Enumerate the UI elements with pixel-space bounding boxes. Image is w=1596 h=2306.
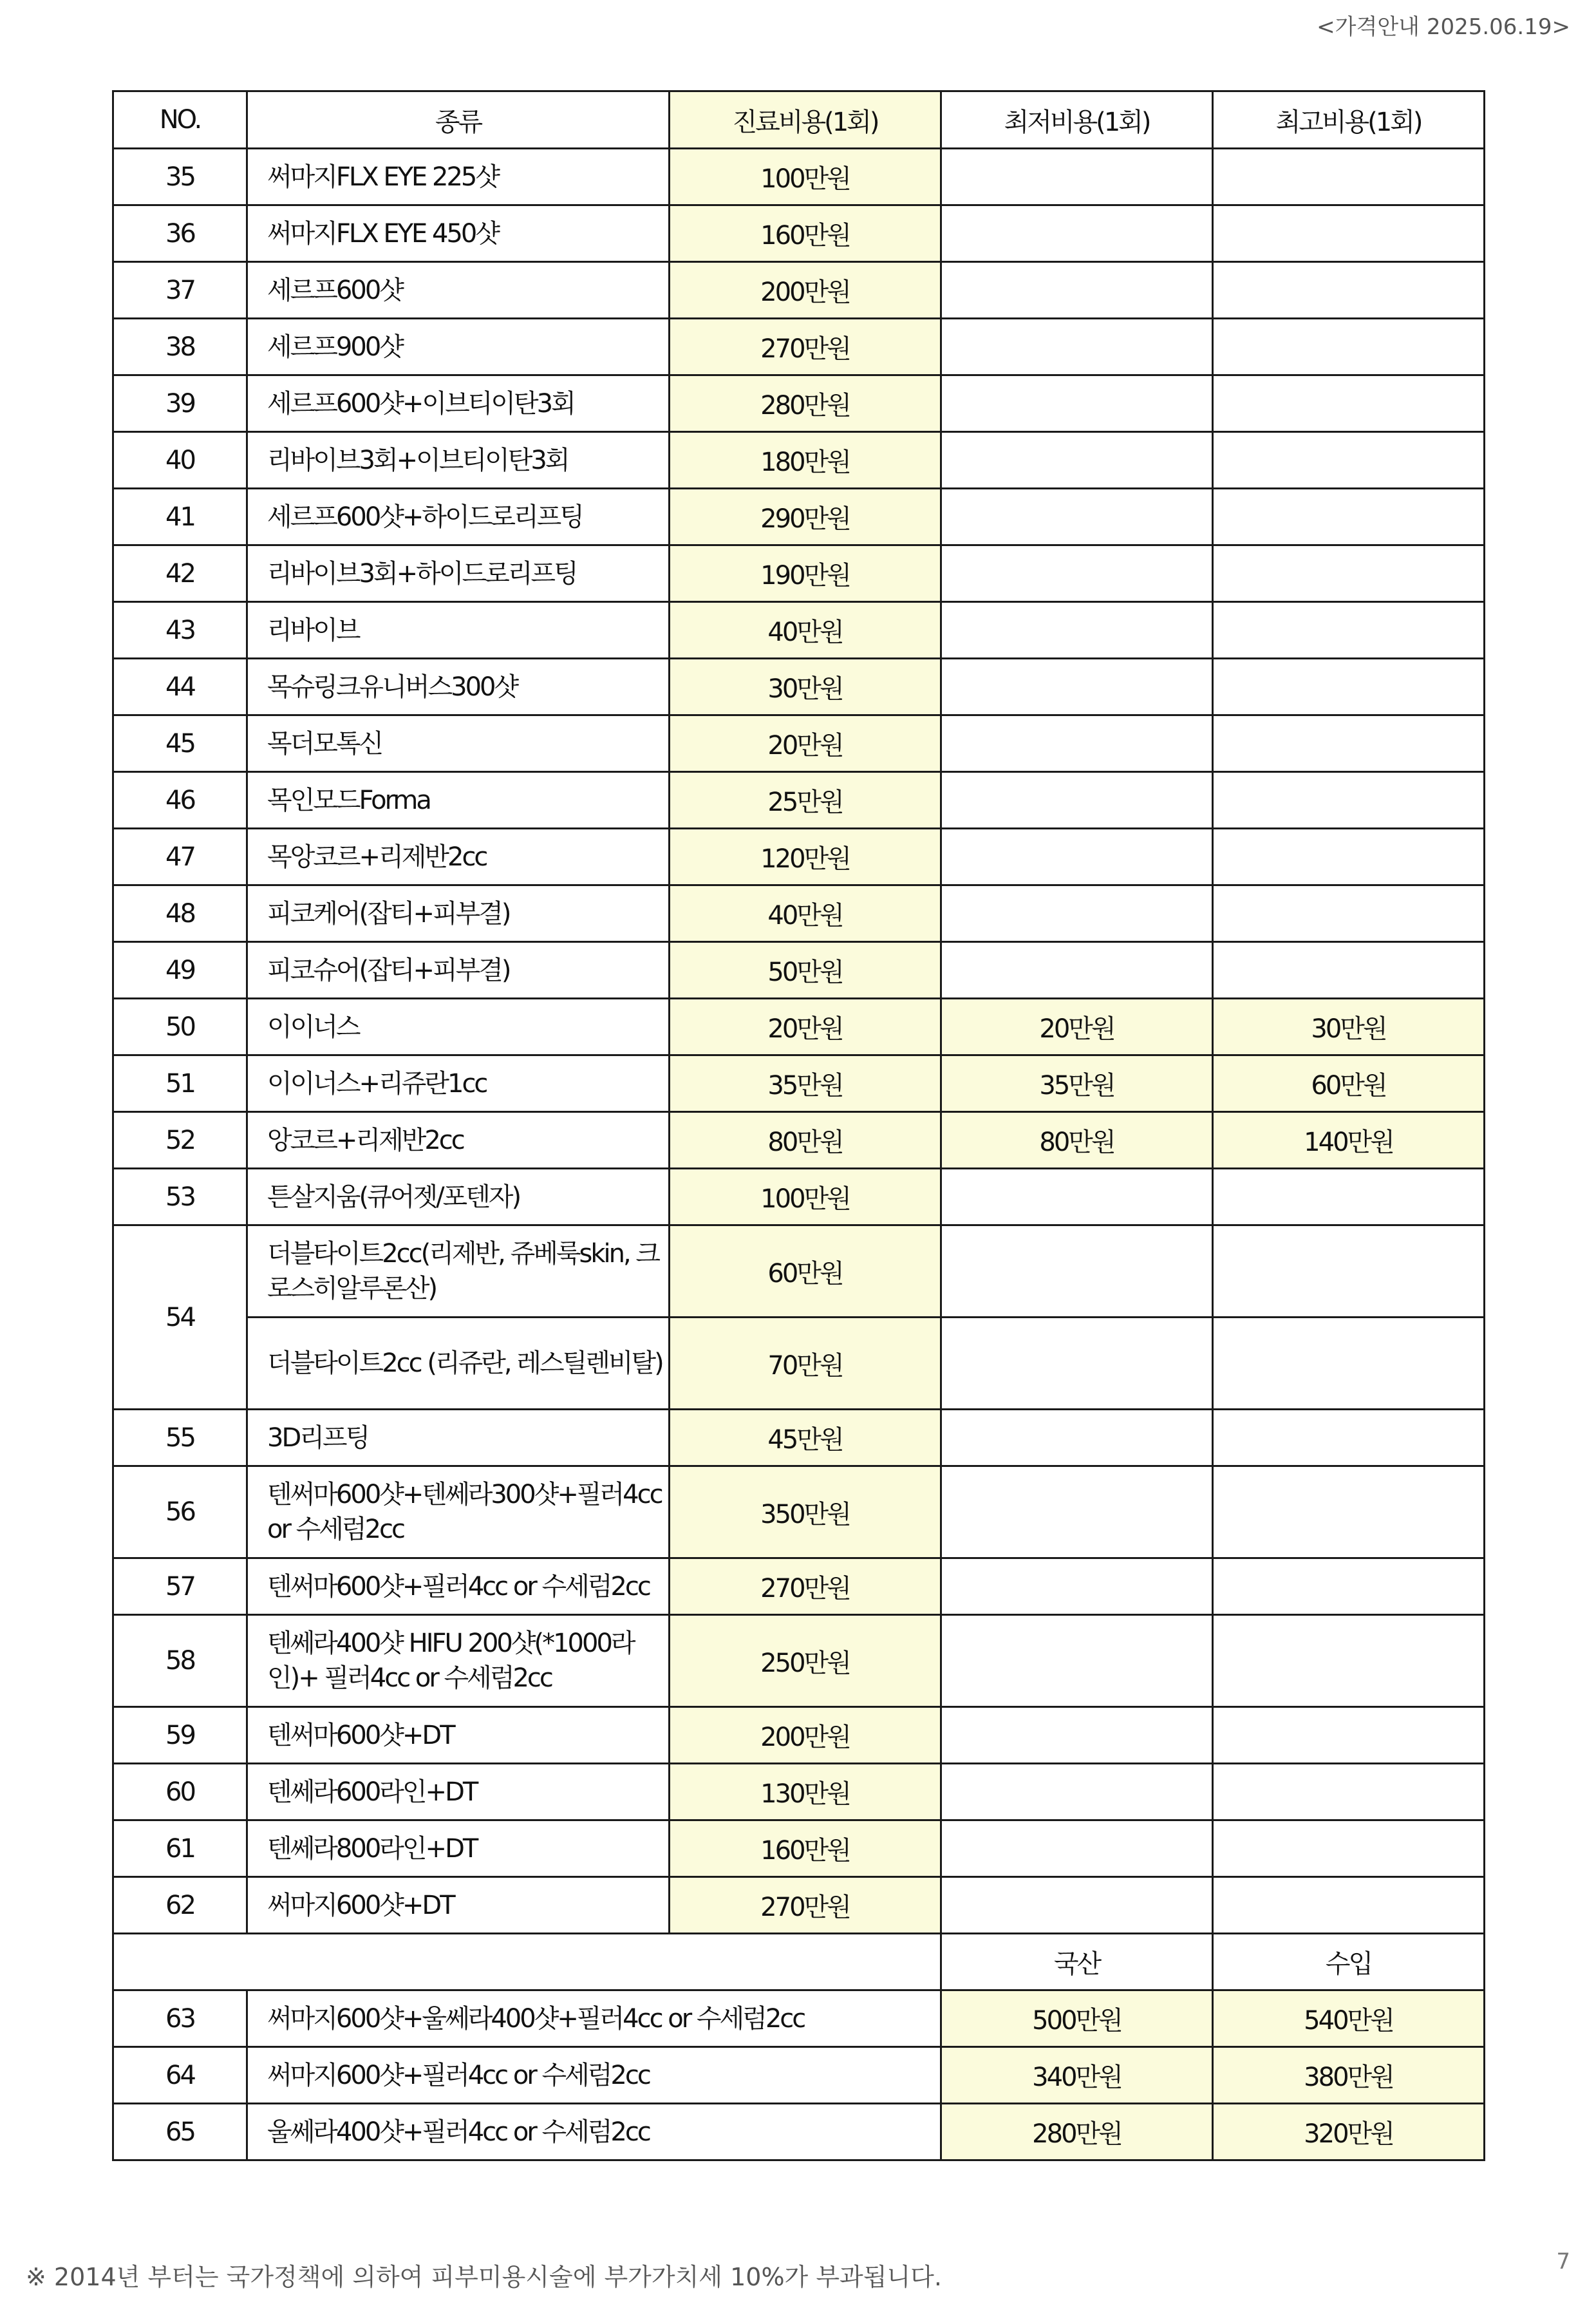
max-cost [1213,885,1485,942]
treatment-cost: 160만원 [670,1820,941,1877]
max-cost [1213,715,1485,772]
treatment-name: 이이너스+리쥬란1cc [247,1055,670,1112]
table-row [113,999,1485,1055]
min-cost [941,149,1213,205]
min-cost [941,489,1213,545]
table-row [113,262,1485,319]
col-header-min-cost: 최저비용(1회) [941,91,1213,149]
table-row [113,829,1485,885]
max-cost [1213,319,1485,375]
treatment-name: 목슈링크유니버스300샷 [247,659,670,715]
treatment-name: 텐써마600샷+텐쎄라300샷+필러4cc or 수세럼2cc [247,1466,670,1558]
treatment-name: 써마지600샷+필러4cc or 수세럼2cc [247,2047,941,2104]
subheader-domestic: 국산 [941,1934,1213,1990]
max-cost [1213,829,1485,885]
treatment-cost: 45만원 [670,1410,941,1466]
treatment-name: 텐써마600샷+필러4cc or 수세럼2cc [247,1558,670,1615]
max-cost: 30만원 [1213,999,1485,1055]
row-number: 65 [113,2104,247,2160]
treatment-cost: 70만원 [670,1318,941,1410]
table-row [113,885,1485,942]
min-cost [941,1466,1213,1558]
row-number: 42 [113,545,247,602]
treatment-name: 세르프600샷+하이드로리프팅 [247,489,670,545]
subheader-imported: 수입 [1213,1934,1485,1990]
max-cost [1213,772,1485,829]
row-number: 64 [113,2047,247,2104]
row-number: 47 [113,829,247,885]
min-cost [941,885,1213,942]
min-cost: 80만원 [941,1112,1213,1169]
treatment-name: 앙코르+리제반2cc [247,1112,670,1169]
treatment-name: 텐쎄라600라인+DT [247,1764,670,1820]
treatment-cost: 20만원 [670,715,941,772]
domestic-cost: 280만원 [941,2104,1213,2160]
origin-subheader-row [113,1934,1485,1990]
row-number: 35 [113,149,247,205]
table-row [113,1410,1485,1466]
domestic-cost: 340만원 [941,2047,1213,2104]
table-row [113,602,1485,659]
col-header-type: 종류 [247,91,670,149]
table-row [113,432,1485,489]
max-cost [1213,149,1485,205]
treatment-name: 텐써마600샷+DT [247,1707,670,1764]
max-cost [1213,602,1485,659]
row-number: 57 [113,1558,247,1615]
table-row [113,1558,1485,1615]
min-cost: 35만원 [941,1055,1213,1112]
min-cost [941,942,1213,999]
max-cost [1213,1318,1485,1410]
treatment-cost: 50만원 [670,942,941,999]
table-row [113,1112,1485,1169]
treatment-name: 텐쎄라400샷 HIFU 200샷(*1000라인)+ 필러4cc or 수세럼2cc [247,1615,670,1707]
row-number: 51 [113,1055,247,1112]
treatment-cost: 100만원 [670,149,941,205]
table-row [113,1990,1485,2047]
max-cost [1213,1707,1485,1764]
min-cost [941,1410,1213,1466]
treatment-cost: 160만원 [670,205,941,262]
price-table [112,90,1485,2161]
treatment-name: 이이너스 [247,999,670,1055]
max-cost [1213,375,1485,432]
max-cost [1213,659,1485,715]
row-number: 59 [113,1707,247,1764]
table-row [113,1318,1485,1410]
max-cost [1213,1169,1485,1225]
min-cost [941,1558,1213,1615]
min-cost [941,1877,1213,1934]
min-cost [941,772,1213,829]
row-number: 44 [113,659,247,715]
min-cost [941,1169,1213,1225]
table-row [113,942,1485,999]
table-row [113,1225,1485,1318]
row-number: 43 [113,602,247,659]
table-row [113,659,1485,715]
table-row [113,715,1485,772]
treatment-name: 써마지FLX EYE 225샷 [247,149,670,205]
row-number: 50 [113,999,247,1055]
row-number: 48 [113,885,247,942]
row-number: 38 [113,319,247,375]
treatment-cost: 80만원 [670,1112,941,1169]
treatment-cost: 30만원 [670,659,941,715]
table-row [113,2104,1485,2160]
treatment-cost: 290만원 [670,489,941,545]
treatment-cost: 40만원 [670,602,941,659]
max-cost [1213,205,1485,262]
table-row [113,1764,1485,1820]
max-cost [1213,1225,1485,1318]
treatment-cost: 35만원 [670,1055,941,1112]
min-cost [941,545,1213,602]
treatment-cost: 190만원 [670,545,941,602]
min-cost [941,319,1213,375]
table-row [113,1055,1485,1112]
treatment-cost: 350만원 [670,1466,941,1558]
table-row [113,489,1485,545]
imported-cost: 380만원 [1213,2047,1485,2104]
treatment-cost: 280만원 [670,375,941,432]
treatment-name: 3D리프팅 [247,1410,670,1466]
max-cost [1213,1615,1485,1707]
row-number: 58 [113,1615,247,1707]
row-number: 55 [113,1410,247,1466]
table-body [113,149,1485,2160]
treatment-name: 리바이브3회+이브티이탄3회 [247,432,670,489]
treatment-name: 세르프600샷 [247,262,670,319]
treatment-name: 목인모드Forma [247,772,670,829]
treatment-cost: 180만원 [670,432,941,489]
row-number: 53 [113,1169,247,1225]
treatment-name: 피코케어(잡티+피부결) [247,885,670,942]
row-number: 63 [113,1990,247,2047]
min-cost [941,375,1213,432]
min-cost [941,1820,1213,1877]
max-cost [1213,545,1485,602]
table-row [113,1466,1485,1558]
treatment-cost: 270만원 [670,319,941,375]
row-number: 37 [113,262,247,319]
row-number: 52 [113,1112,247,1169]
max-cost [1213,1466,1485,1558]
treatment-name: 리바이브3회+하이드로리프팅 [247,545,670,602]
treatment-cost: 200만원 [670,1707,941,1764]
min-cost [941,1615,1213,1707]
row-number: 45 [113,715,247,772]
col-header-no: NO. [113,91,247,149]
col-header-max-cost: 최고비용(1회) [1213,91,1485,149]
vat-footnote: ※ 2014년 부터는 국가정책에 의하여 피부미용시술에 부가가치세 10%가 부과됩니다. [26,2263,942,2291]
table-row [113,375,1485,432]
min-cost [941,262,1213,319]
max-cost [1213,942,1485,999]
table-row [113,149,1485,205]
treatment-name: 더블타이트2cc (리쥬란, 레스틸렌비탈) [247,1318,670,1410]
treatment-name: 목앙코르+리제반2cc [247,829,670,885]
table-row [113,772,1485,829]
row-number: 36 [113,205,247,262]
treatment-name: 울쎄라400샷+필러4cc or 수세럼2cc [247,2104,941,2160]
treatment-cost: 270만원 [670,1558,941,1615]
max-cost [1213,1877,1485,1934]
row-number: 46 [113,772,247,829]
max-cost [1213,489,1485,545]
row-number: 56 [113,1466,247,1558]
treatment-cost: 20만원 [670,999,941,1055]
min-cost [941,1707,1213,1764]
domestic-cost: 500만원 [941,1990,1213,2047]
max-cost: 60만원 [1213,1055,1485,1112]
page-number: 7 [1556,2249,1570,2274]
treatment-name: 더블타이트2cc(리제반, 쥬베룩skin, 크로스히알루론산) [247,1225,670,1318]
row-number: 49 [113,942,247,999]
max-cost [1213,1764,1485,1820]
imported-cost: 320만원 [1213,2104,1485,2160]
treatment-cost: 40만원 [670,885,941,942]
min-cost [941,659,1213,715]
row-number: 40 [113,432,247,489]
treatment-name: 목더모톡신 [247,715,670,772]
table-row [113,2047,1485,2104]
table-row [113,545,1485,602]
min-cost [941,1318,1213,1410]
min-cost [941,205,1213,262]
max-cost [1213,1410,1485,1466]
treatment-name: 세르프900샷 [247,319,670,375]
table-row [113,1615,1485,1707]
imported-cost: 540만원 [1213,1990,1485,2047]
row-number: 62 [113,1877,247,1934]
max-cost: 140만원 [1213,1112,1485,1169]
table-row [113,1169,1485,1225]
min-cost [941,602,1213,659]
table-row [113,1877,1485,1934]
min-cost [941,715,1213,772]
treatment-name: 리바이브 [247,602,670,659]
treatment-name: 피코슈어(잡티+피부결) [247,942,670,999]
treatment-name: 써마지FLX EYE 450샷 [247,205,670,262]
treatment-cost: 25만원 [670,772,941,829]
min-cost: 20만원 [941,999,1213,1055]
row-number: 41 [113,489,247,545]
max-cost [1213,1820,1485,1877]
price-guide-date: <가격안내 2025.06.19> [1317,14,1570,40]
max-cost [1213,262,1485,319]
treatment-cost: 120만원 [670,829,941,885]
table-row [113,1820,1485,1877]
treatment-name: 텐쎄라800라인+DT [247,1820,670,1877]
treatment-name: 튼살지움(큐어젯/포텐자) [247,1169,670,1225]
row-number: 60 [113,1764,247,1820]
table-row [113,205,1485,262]
treatment-cost: 270만원 [670,1877,941,1934]
subheader-blank [113,1934,941,1990]
min-cost [941,432,1213,489]
table-header-row [113,91,1485,149]
row-number: 54 [113,1225,247,1410]
treatment-cost: 100만원 [670,1169,941,1225]
row-number: 61 [113,1820,247,1877]
treatment-name: 세르프600샷+이브티이탄3회 [247,375,670,432]
table-row [113,1707,1485,1764]
max-cost [1213,1558,1485,1615]
treatment-name: 써마지600샷+울쎄라400샷+필러4cc or 수세럼2cc [247,1990,941,2047]
row-number: 39 [113,375,247,432]
max-cost [1213,432,1485,489]
table-row [113,319,1485,375]
treatment-cost: 200만원 [670,262,941,319]
min-cost [941,1764,1213,1820]
col-header-cost: 진료비용(1회) [670,91,941,149]
treatment-name: 써마지600샷+DT [247,1877,670,1934]
treatment-cost: 250만원 [670,1615,941,1707]
min-cost [941,829,1213,885]
treatment-cost: 130만원 [670,1764,941,1820]
min-cost [941,1225,1213,1318]
treatment-cost: 60만원 [670,1225,941,1318]
